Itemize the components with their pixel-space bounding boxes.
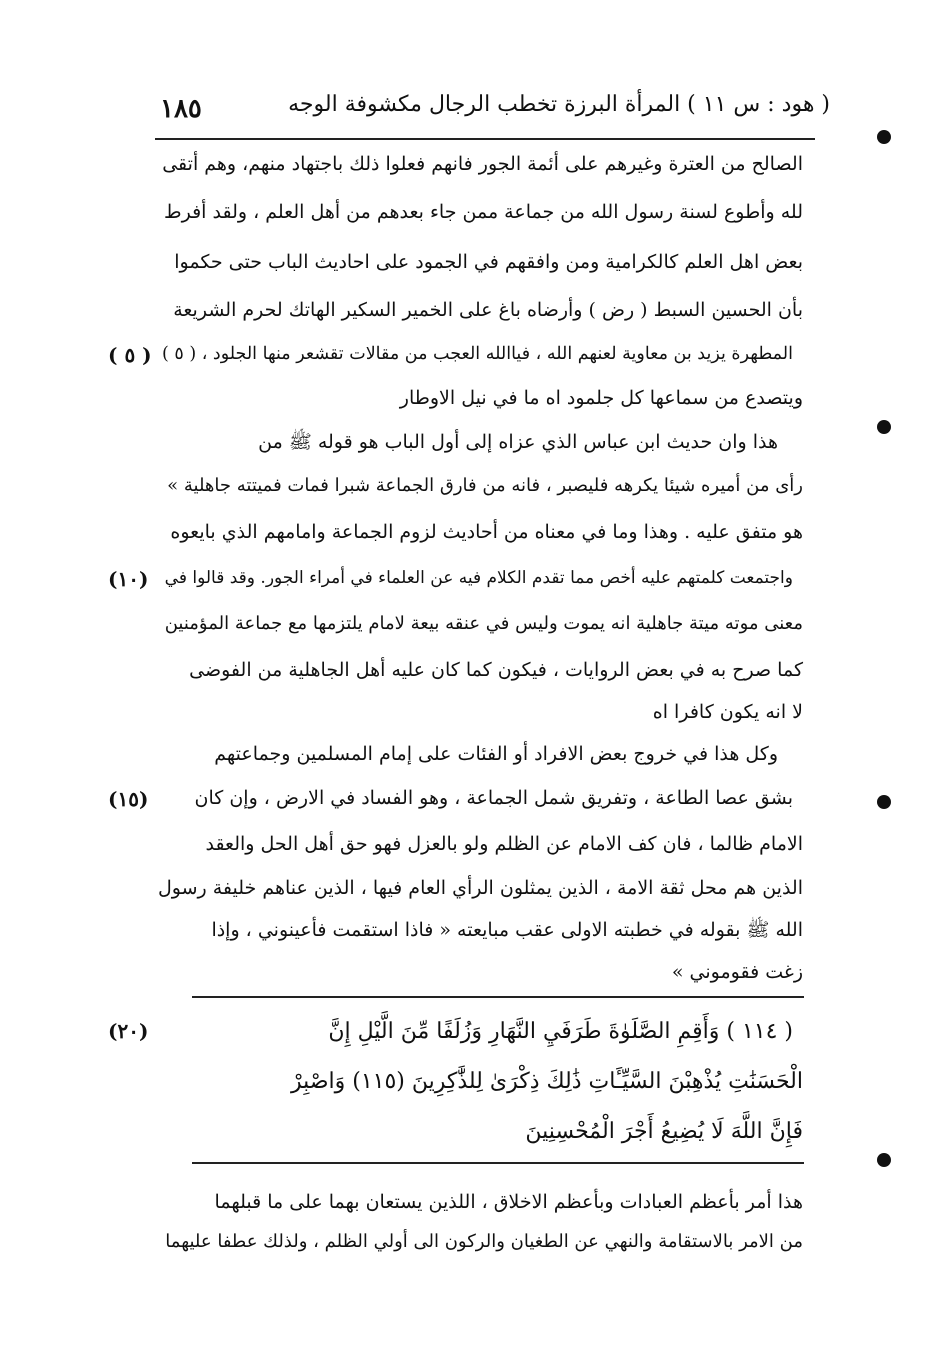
section-rule <box>192 1162 804 1164</box>
body-line: بشق عصا الطاعة ، وتفريق شمل الجماعة ، وهو الفساد في الارض ، وإن كان <box>194 787 793 809</box>
line-number: (١٥) <box>108 787 149 811</box>
commentary-line: هذا أمر بأعظم العبادات وبأعظم الاخلاق ، اللذين يستعان بهما على ما قبلهما <box>214 1191 803 1213</box>
commentary-line: من الامر بالاستقامة والنهي عن الطغيان والركون الى أولي الظلم ، ولذلك عطفا عليهما <box>165 1231 803 1252</box>
section-rule <box>192 996 804 998</box>
body-line: لله وأطوع لسنة رسول الله من جماعة ممن جاء بعدهم من أهل العلم ، ولقد أفرط <box>164 201 803 223</box>
page-header <box>150 92 830 132</box>
binding-hole-mark <box>877 795 891 809</box>
body-line: المطهرة يزيد بن معاوية لعنهم الله ، فياالله العجب من مقالات تقشعر منها الجلود ، ( ٥ ) <box>161 344 793 364</box>
body-line: رأى من أميره شيئا يكرهه فليصبر ، فانه من فارق الجماعة شبرا فمات فميتته جاهلية » <box>167 475 803 496</box>
body-line: الصالح من العترة وغيرهم على أئمة الجور فانهم فعلوا ذلك باجتهاد منهم، وهم أتقى <box>162 153 803 175</box>
line-number: (٢٠) <box>108 1019 149 1043</box>
header-rule <box>155 138 815 140</box>
quran-line: ( ١١٤ ) وَأَقِمِ الصَّلَوٰةَ طَرَفَيِ النَّهَارِ وَزُلَفًا مِّنَ الَّيْلِ إِنَّ <box>328 1019 793 1044</box>
body-line: معنى موته ميتة جاهلية انه يموت وليس في عنقه بيعة لامام يلتزمها مع جماعة المؤمنين <box>164 613 803 634</box>
quran-line: فَإِنَّ اللَّهَ لَا يُضِيعُ أَجْرَ الْمُحْسِنِينَ <box>525 1119 803 1144</box>
page-number: ١٨٥ <box>160 94 202 124</box>
body-line: واجتمعت كلمتهم عليه أخص مما تقدم الكلام فيه عن العلماء في أمراء الجور. وقد قالوا في <box>164 568 793 588</box>
body-line: وكل هذا في خروج بعض الافراد أو الفئات على إمام المسلمين وجماعتهم <box>214 743 778 765</box>
body-line: بعض اهل العلم كالكرامية ومن وافقهم في الجمود على احاديث الباب حتى حكموا <box>174 251 803 273</box>
body-line: الامام ظالما ، فان كف الامام عن الظلم ولو بالعزل فهو حق أهل الحل والعقد <box>205 833 803 855</box>
binding-hole-mark <box>877 130 891 144</box>
body-line: بأن الحسين السبط ( رض ) وأرضاه باغ على الخمير السكير الهاتك لحرم الشريعة <box>173 299 803 321</box>
running-title: ( هود : س ١١ ) المرأة البرزة تخطب الرجال مكشوفة الوجه <box>288 92 830 117</box>
body-line: ويتصدع من سماعها كل جلمود اه ما في نيل الاوطار <box>399 387 803 409</box>
binding-hole-mark <box>877 1153 891 1167</box>
body-line: كما صرح به في بعض الروايات ، فيكون كما كان عليه أهل الجاهلية من الفوضى <box>189 659 803 681</box>
body-line: لا انه يكون كافرا اه <box>652 701 803 723</box>
body-line: الله ﷺ بقوله في خطبته الاولى عقب مبايعته « فاذا استقمت فأعينوني ، وإذا <box>211 919 803 941</box>
quran-line: الْحَسَنَٰتِ يُذْهِبْنَ السَّيِّـَٔاتِ ذَٰلِكَ ذِكْرَىٰ لِلذَّٰكِرِينَ (١١٥) وَاصْبِرْ <box>291 1069 803 1094</box>
body-line: هو متفق عليه . وهذا وما في معناه من أحاديث لزوم الجماعة وامامهم الذي بايعوه <box>170 521 803 543</box>
line-number: ( ٥ ) <box>108 343 152 367</box>
line-number: (١٠) <box>108 567 149 591</box>
binding-hole-mark <box>877 420 891 434</box>
body-line: الذين هم محل ثقة الامة ، الذين يمثلون الرأي العام فيها ، الذين عناهم خليفة رسول <box>157 877 803 899</box>
body-line: زغت فقوموني » <box>671 961 803 983</box>
body-line: هذا وان حديث ابن عباس الذي عزاه إلى أول الباب هو قوله ﷺ من <box>258 431 778 453</box>
